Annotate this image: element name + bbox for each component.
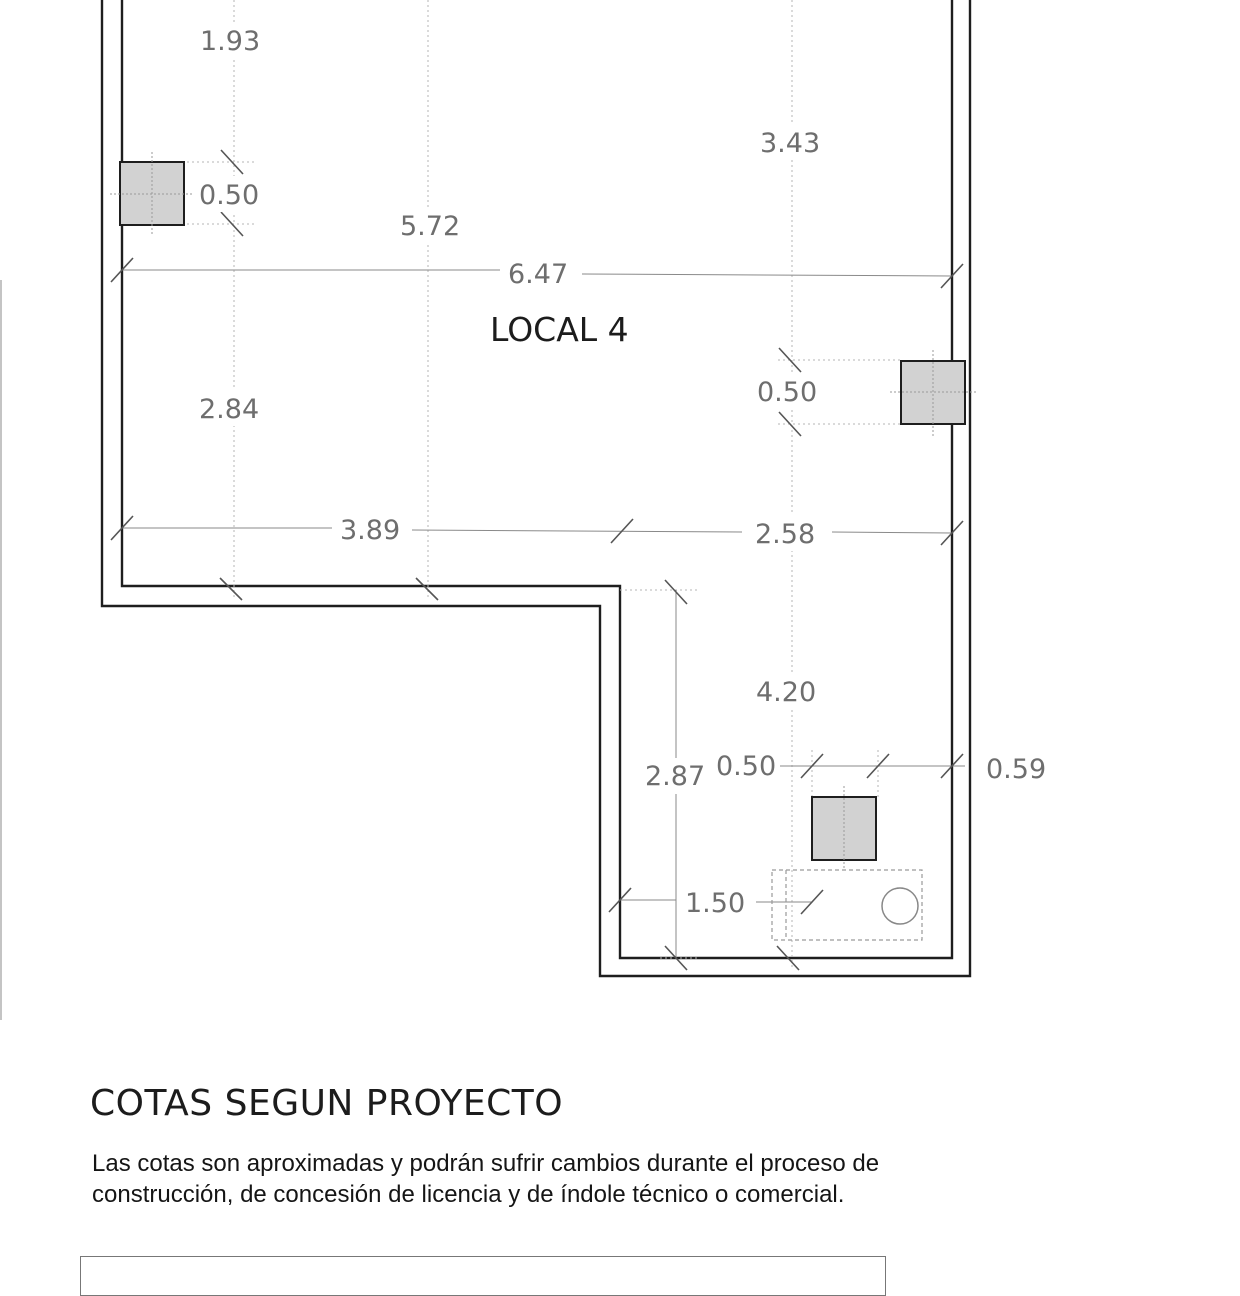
dimension-labels [196, 22, 1054, 920]
column-right [890, 350, 976, 436]
dim-2-84: 2.84 [199, 394, 260, 425]
column-lower [812, 786, 876, 870]
dim-6-47: 6.47 [508, 259, 569, 290]
dim-3-89: 3.89 [340, 515, 401, 546]
dim-5-72: 5.72 [400, 211, 461, 242]
column-left [110, 152, 194, 236]
dim-1-93: 1.93 [200, 26, 261, 57]
dim-4-20: 4.20 [756, 677, 817, 708]
note-title: COTAS SEGUN PROYECTO [90, 1083, 564, 1124]
bottom-frame [80, 1256, 886, 1296]
dim-0-50-lower: 0.50 [716, 751, 777, 782]
note-text: Las cotas son aproximadas y podrán sufrir cambios durante el proceso de construcción, de concesión de licencia y de índole técnico o comercial. [92, 1150, 880, 1208]
fixture-area [772, 870, 922, 940]
toilet-icon [882, 888, 918, 924]
dim-2-58: 2.58 [755, 519, 816, 550]
dim-3-43: 3.43 [760, 128, 821, 159]
dim-1-50: 1.50 [685, 888, 746, 919]
dim-0-50-right: 0.50 [757, 377, 818, 408]
dim-2-87: 2.87 [645, 761, 706, 792]
room-label: LOCAL 4 [490, 310, 629, 349]
dim-0-59: 0.59 [986, 754, 1047, 785]
dim-0-50-left: 0.50 [199, 180, 260, 211]
